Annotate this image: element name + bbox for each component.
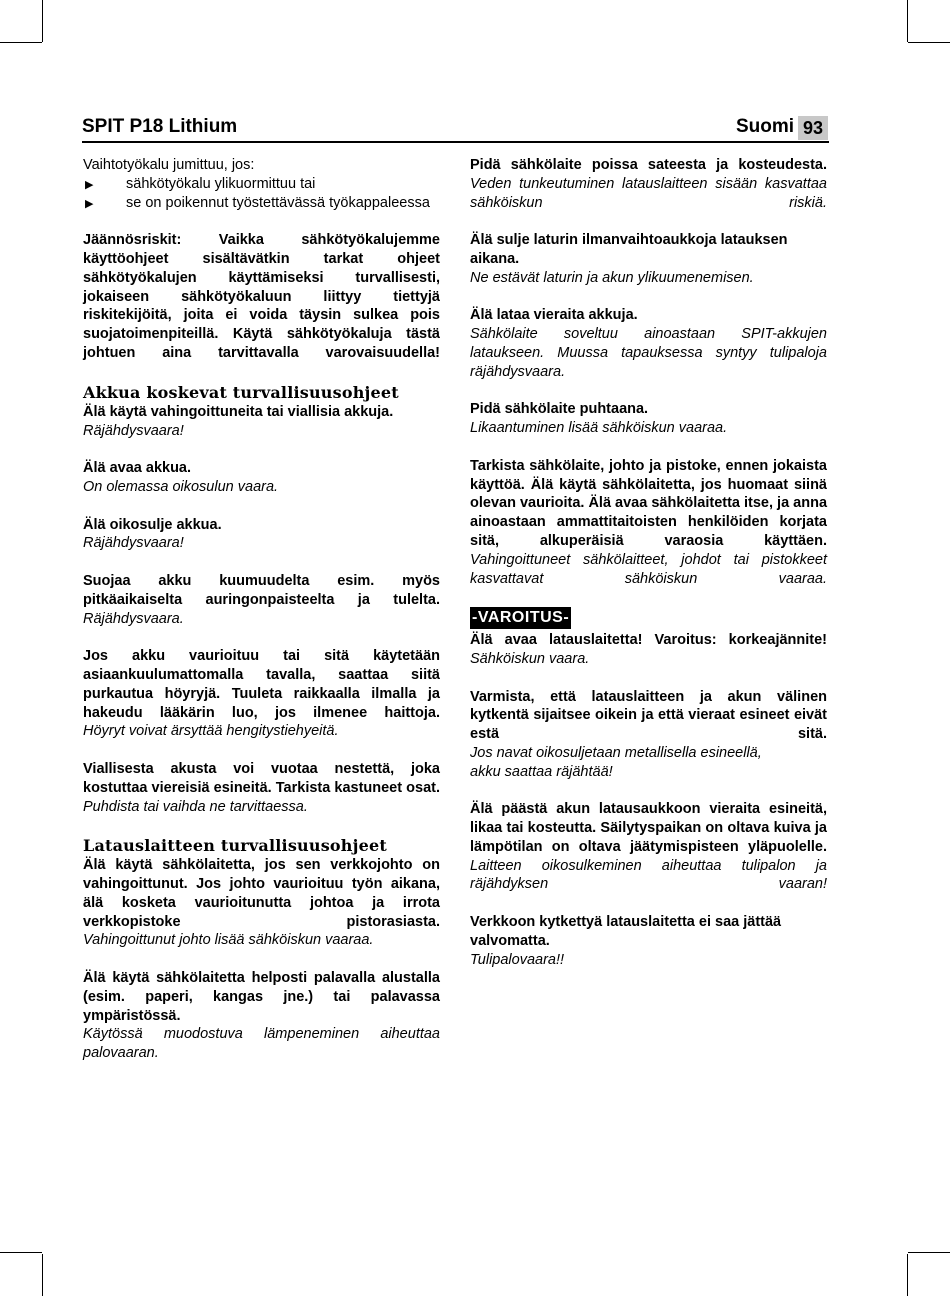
warning-label: -VAROITUS- bbox=[470, 607, 571, 629]
warning-text: Pidä sähkölaite puhtaana. bbox=[470, 401, 649, 418]
consequence-text: Tulipalovaara!! bbox=[470, 951, 565, 968]
warning-text: Tarkista sähkölaite, johto ja pistoke, ennen jokaista käyttöä. Älä käytä sähkölaitetta, jos huomaat siinä olevan vaurioita. Älä avaa sähkölaitetta itse, ja anna ainoastaan ammattitaitoisten henkilöiden korjata sitä, alkuperäisiä varaosia käyttäen. bbox=[470, 457, 828, 549]
page-header bbox=[82, 116, 828, 140]
consequence-text: Sähkölaite soveltuu ainoastaan SPIT-akkujen lataukseen. Muussa tapauksessa syntyy tulipaloja räjähdysvaara. bbox=[470, 326, 827, 380]
header-rule bbox=[82, 141, 829, 143]
intro-text: Vaihtotyökalu jumittuu, jos: bbox=[83, 157, 255, 173]
consequence-text: Räjähdysvaara! bbox=[83, 422, 184, 439]
consequence-text: Likaantuminen lisää sähköiskun vaaraa. bbox=[470, 420, 728, 437]
warning-text: Viallisesta akusta voi vuotaa nestettä, joka kostuttaa viereisiä esineitä. Tarkista kastuneet osat. bbox=[83, 760, 440, 796]
warning-text: Älä lataa vieraita akkuja. bbox=[470, 307, 638, 324]
warning-text: Älä avaa latauslaitetta! Varoitus: korkeajännite! bbox=[470, 632, 827, 649]
arrow-bullet-icon: ▶ bbox=[85, 197, 94, 210]
warning-text: Älä käytä vahingoittuneita tai viallisia akkuja. bbox=[83, 403, 394, 420]
consequence-text: Vahingoittunut johto lisää sähköiskun vaaraa. bbox=[83, 932, 374, 949]
consequence-text: Ne estävät laturin ja akun ylikuumenemisen. bbox=[470, 269, 754, 286]
consequence-text: Puhdista tai vaihda ne tarvittaessa. bbox=[83, 798, 308, 815]
list-item: ▶ sähkötyökalu ylikuormittuu tai bbox=[83, 175, 440, 194]
consequence-text: Höyryt voivat ärsyttää hengitystiehyeitä. bbox=[83, 723, 339, 740]
list-item: ▶ se on poikennut työstettävässä työkappaleessa bbox=[83, 194, 440, 213]
arrow-bullet-icon: ▶ bbox=[85, 178, 94, 191]
consequence-text: On olemassa oikosulun vaara. bbox=[83, 478, 279, 495]
warning-text: Verkkoon kytkettyä latauslaitetta ei saa jättää valvomatta. bbox=[470, 914, 782, 949]
warning-text: Älä käytä sähkölaitetta helposti palavalla alustalla (esim. paperi, kangas jne.) tai palavassa ympäristössä. bbox=[83, 970, 440, 1024]
crop-mark bbox=[908, 42, 950, 43]
consequence-text: Räjähdysvaara! bbox=[83, 535, 184, 552]
warning-text: Älä päästä akun latausaukkoon vieraita esineitä, likaa tai kosteutta. Säilytyspaikan on oltava kuiva ja lämpötilan on oltava jäätymispisteen yläpuolelle. bbox=[470, 801, 827, 855]
warning-text: Suojaa akku kuumuudelta esim. myös pitkäaikaiselta auringonpaisteelta ja tulelta. bbox=[83, 572, 440, 608]
crop-mark bbox=[42, 1254, 43, 1296]
crop-mark bbox=[0, 42, 42, 43]
crop-mark bbox=[907, 0, 908, 42]
consequence-text: Räjähdysvaara. bbox=[83, 610, 184, 627]
right-column bbox=[470, 156, 827, 988]
crop-mark bbox=[42, 0, 43, 42]
warning-text: Älä sulje laturin ilmanvaihtoaukkoja latauksen aikana. bbox=[470, 232, 788, 267]
left-column bbox=[83, 156, 440, 1082]
crop-mark bbox=[907, 1254, 908, 1296]
section-heading: Latauslaitteen turvallisuusohjeet bbox=[83, 836, 387, 856]
consequence-text: Sähköiskun vaara. bbox=[470, 650, 590, 667]
crop-mark bbox=[0, 1252, 42, 1253]
warning-text: Jos akku vaurioituu tai sitä käytetään asiaankuulumattomalla tavalla, saattaa siitä purkautua höyryjä. Tuuleta raikkaalla ilmalla ja hakeudu lääkärin luo, jos ilmenee haittoja. bbox=[83, 648, 440, 721]
warning-text: Älä käytä sähkölaitetta, jos sen verkkojohto on vahingoittunut. Jos johto vaurioituu työn aikana, älä kosketa vaurioitunutta johtoa ja irrota verkkopistoke pistorasiasta. bbox=[83, 857, 440, 930]
bullet-list bbox=[83, 175, 440, 213]
warning-text: Älä oikosulje akkua. bbox=[83, 516, 222, 533]
consequence-text: Käytössä muodostuva lämpeneminen aiheuttaa palovaaran. bbox=[83, 1026, 440, 1062]
warning-text: Pidä sähkölaite poissa sateesta ja kosteudesta. bbox=[470, 157, 827, 173]
document-title: SPIT P18 Lithium bbox=[82, 116, 238, 137]
section-heading: Akkua koskevat turvallisuusohjeet bbox=[83, 382, 399, 402]
consequence-text: Vahingoittuneet sähkölaitteet, johdot tai pistokkeet kasvattavat sähköiskun vaaraa. bbox=[470, 551, 827, 587]
crop-mark bbox=[908, 1252, 950, 1253]
consequence-text: Veden tunkeutuminen latauslaitteen sisään kasvattaa sähköiskun riskiä. bbox=[470, 175, 827, 211]
warning-text: Varmista, että latauslaitteen ja akun välinen kytkentä sijaitsee oikein ja että vieraat esineet eivät estä sitä. bbox=[470, 688, 827, 743]
consequence-text: Jos navat oikosuljetaan metallisella esineellä, bbox=[470, 744, 762, 761]
language-label: Suomi bbox=[735, 116, 794, 137]
warning-text: Älä avaa akkua. bbox=[83, 460, 192, 477]
consequence-text: akku saattaa räjähtää! bbox=[470, 763, 613, 780]
page-number: 93 bbox=[798, 116, 828, 140]
consequence-text: Laitteen oikosulkeminen aiheuttaa tulipalon ja räjähdyksen vaaran! bbox=[470, 857, 827, 893]
residual-risk-text: Jäännösriskit: Vaikka sähkötyökalujemme käyttöohjeet sisältävätkin tarkat ohjeet sähkötyökalujen käyttämiseksi turvallisesti, jokaiseen sähkötyökaluun liittyy tiettyjä riskitekijöitä, joita ei voida täysin sulkea pois suojatoimenpiteillä. Käytä sähkötyökaluja tästä johtuen aina tarvittavalla varovaisuudella! bbox=[83, 232, 440, 361]
